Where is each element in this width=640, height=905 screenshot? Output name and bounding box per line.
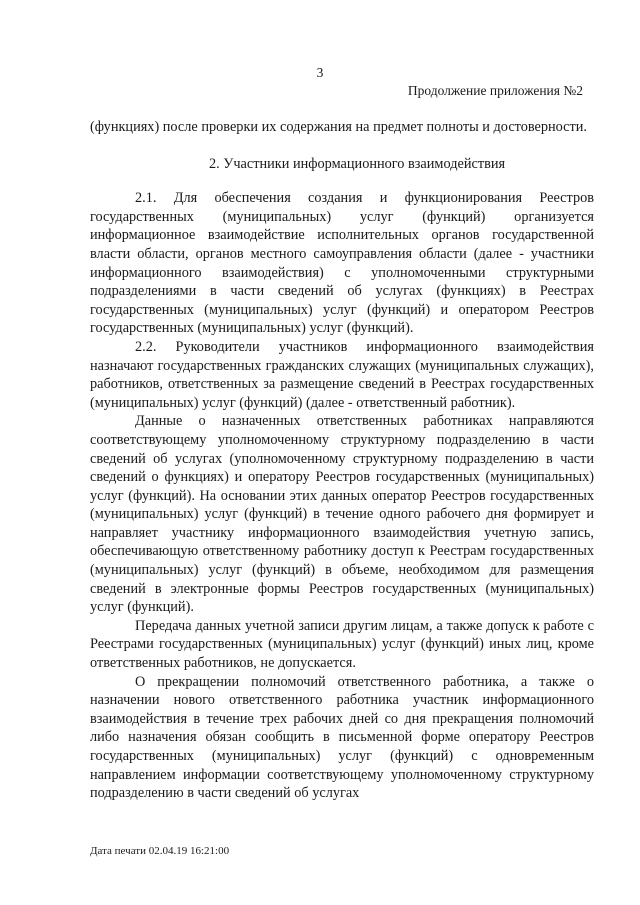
section-title: 2. Участники информационного взаимодействия	[208, 155, 506, 172]
paragraph-termination: О прекращении полномочий ответственного работника, а также о назначении нового ответственного работника участник информационного взаимодействия в течение трех рабочих дней со дня прекращения полномочий либо назначения обязан сообщить в письменной форме оператору Реестров государственных (муниципальных) услуг (функций) с одновременным направлением информации соответствующему уполномоченному структурному подразделению в части сведений об услугах	[90, 673, 594, 802]
print-date: Дата печати 02.04.19 16:21:00	[90, 845, 230, 857]
paragraph-account-transfer: Передача данных учетной записи другим лицам, а также допуск к работе с Реестрами государственных (муниципальных) услуг (функций) иных лиц, кроме ответственных работников, не допускается.	[90, 617, 594, 672]
paragraph-responsible-data: Данные о назначенных ответственных работниках направляются соответствующему уполномоченному структурному подразделению в части сведений об услугах (уполномоченному структурному подразделению в части сведений о функциях) и оператору Реестров государственных (муниципальных) услуг (функций). На основании этих данных оператор Реестров государственных (муниципальных) услуг (функций) в течение одного рабочего дня формирует и направляет участнику информационного взаимодействия учетную запись, обеспечивающую ответственному работнику доступ к Реестрам государственных (муниципальных) услуг (функций) в объеме, необходимом для размещения сведений в электронные формы Реестров государственных (муниципальных) услуг (функций).	[90, 413, 594, 616]
page-number: 3	[316, 65, 324, 80]
paragraph-2-2: 2.2. Руководители участников информационного взаимодействия назначают государственных гражданских служащих (муниципальных служащих), работников, ответственных за размещение сведений в Реестрах государственных (муниципальных) услуг (функций) (далее - ответственный работник).	[90, 338, 594, 411]
appendix-note: Продолжение приложения №2	[407, 83, 583, 98]
document-body	[90, 118, 594, 803]
paragraph-2-1: 2.1. Для обеспечения создания и функционирования Реестров государственных (муниципальных) услуг (функций) организуется информационное взаимодействие исполнительных органов государственной власти области, органов местного самоуправления области (далее - участники информационного взаимодействия) с уполномоченными структурными подразделениями в части сведений об услугах (функциях) в Реестрах государственных (муниципальных) услуг (функций) и оператором Реестров государственных (муниципальных) услуг (функций).	[90, 190, 594, 337]
paragraph-continuation: (функциях) после проверки их содержания на предмет полноты и достоверности.	[90, 119, 588, 135]
